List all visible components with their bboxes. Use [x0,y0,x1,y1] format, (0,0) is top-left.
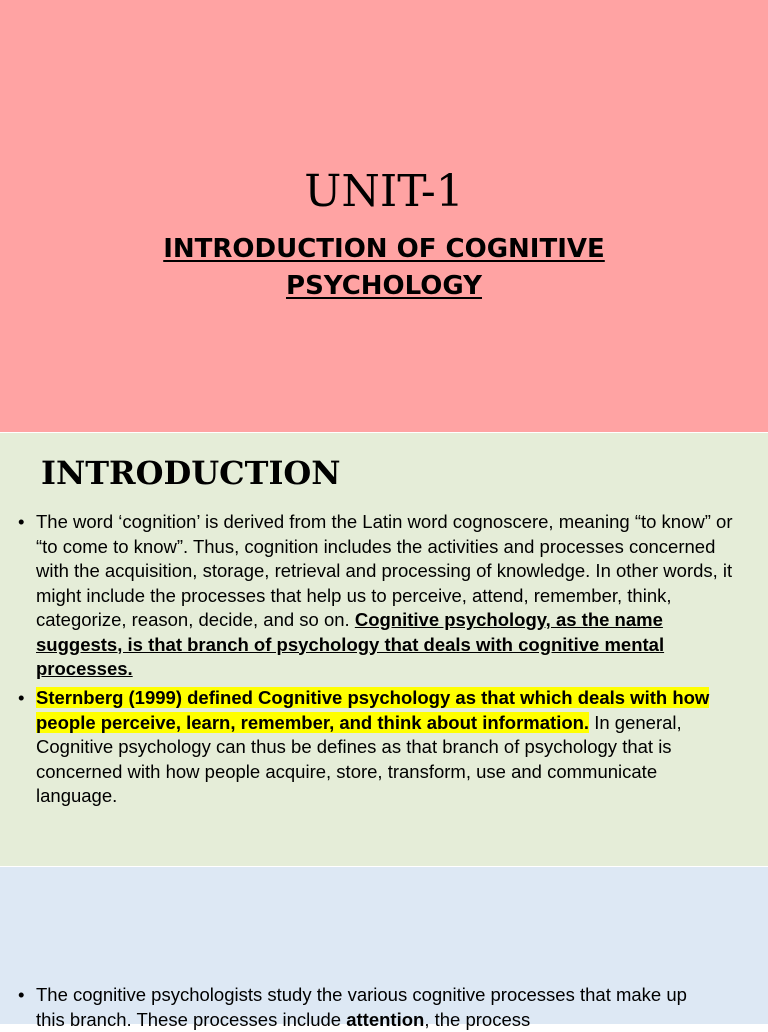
highlighted-quote: Sternberg (1999) defined Cognitive psychology as that which deals with how people perceive, learn, remember, and think about information. [36,687,710,733]
bullet-sternberg-definition [18,686,726,809]
bullet-text-end: , the process [424,1008,531,1030]
bullet-text: In general, Cognitive psychology can thus be defines as that branch of psychology that is concerned with how people acquire, store, transform, use and communicate language. [36,711,682,806]
bullet-emphasis: Cognitive psychology, as the name suggests, is that branch of psychology that deals with cognitive mental processes. [36,609,665,679]
bullet-text-start: The cognitive psychologists study the various cognitive processes that make up this branch. These processes include [36,984,687,1030]
bold-term: attention [346,1008,425,1030]
section-heading: INTRODUCTION [41,454,341,492]
bullet-cognitive-processes [18,983,696,1032]
bullet-dot: • [18,984,25,1005]
bullet-dot: • [18,687,25,708]
title-slide [0,0,768,432]
bullet-dot: • [18,511,25,532]
bullet-text: The word ‘cognition’ is derived from the Latin word cognoscere, meaning “to know” or “to come to know”. Thus, cognition includes the activities and processes concerned with the acquisition, storage, retrieval and processing of knowledge. In other words, it might include the processes that help us to perceive, attend, remember, think, categorize, reason, decide, and so on. [36,511,733,630]
unit-title: UNIT-1 [304,166,464,217]
bullet-cognition-definition [18,510,736,682]
unit-subtitle: INTRODUCTION OF COGNITIVE PSYCHOLOGY [163,234,605,301]
